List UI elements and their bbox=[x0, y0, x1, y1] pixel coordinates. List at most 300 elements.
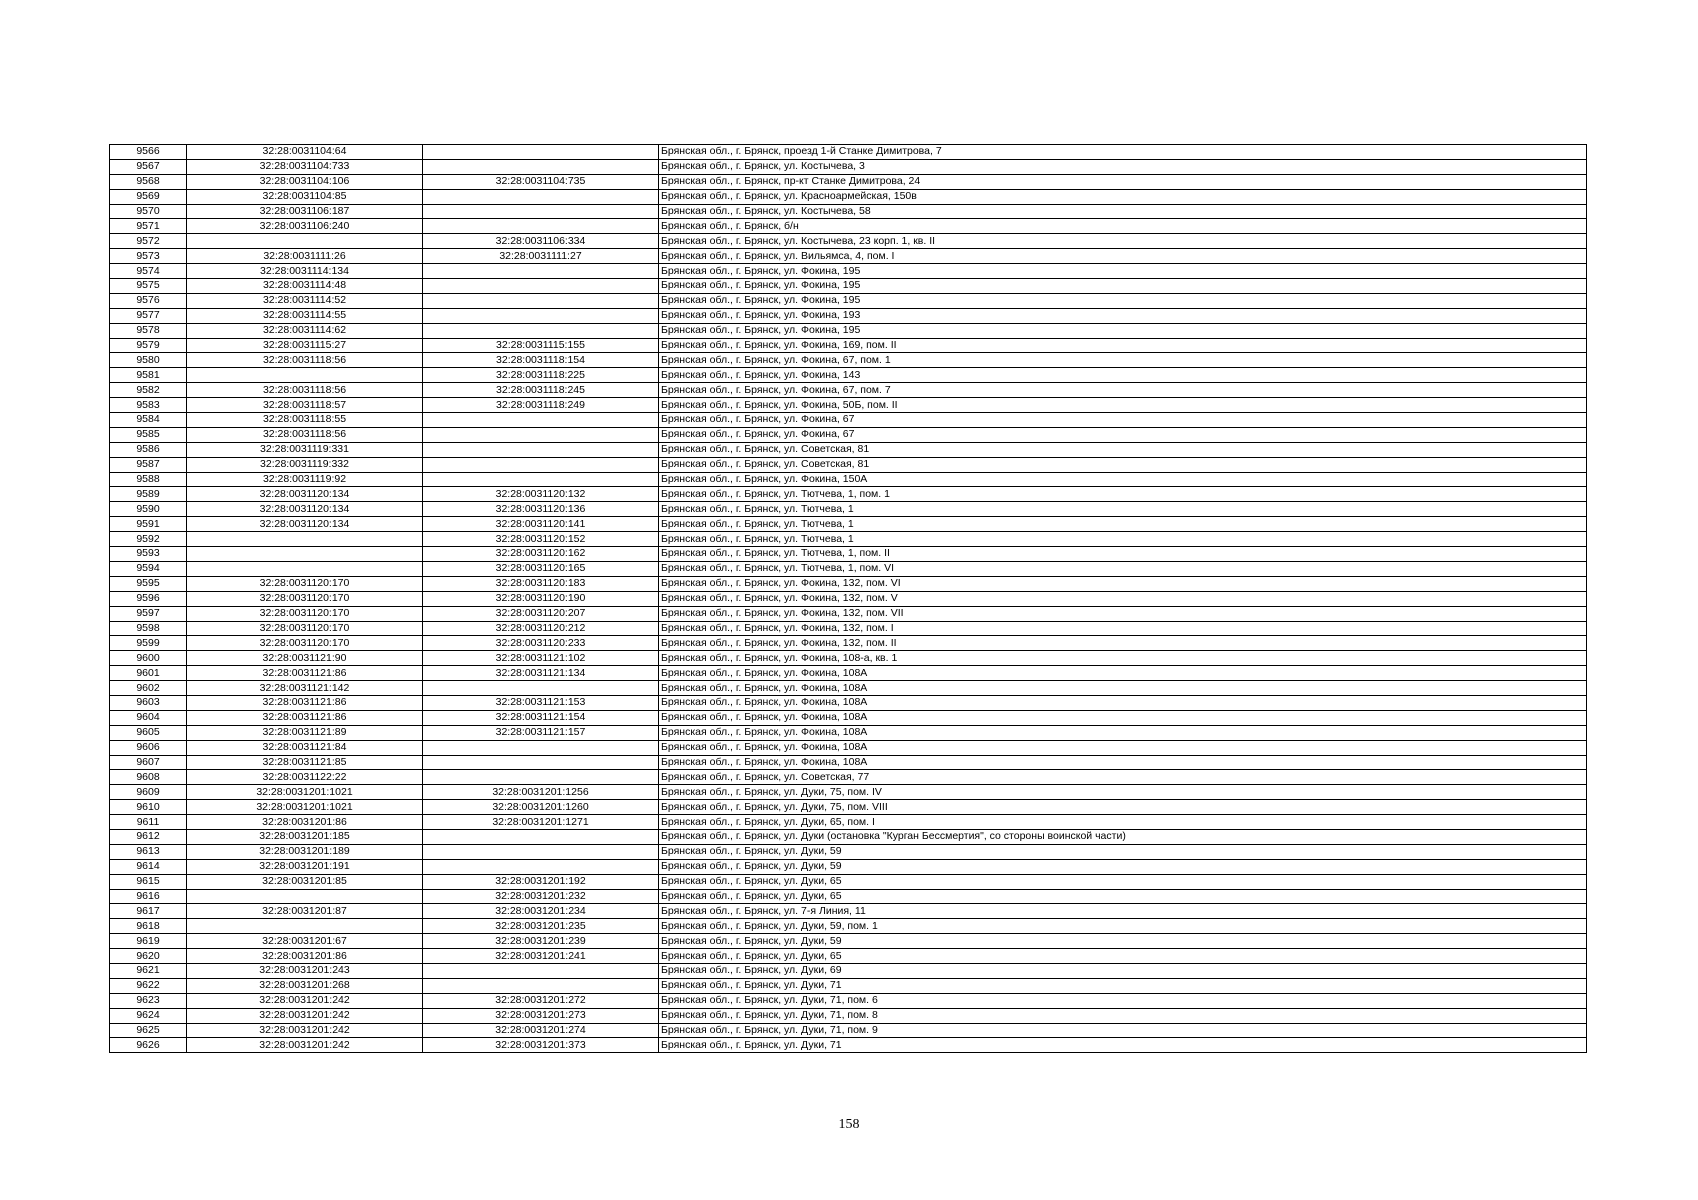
table-row bbox=[110, 978, 1587, 993]
address-cell: Брянская обл., г. Брянск, ул. Фокина, 132, пом. I bbox=[659, 621, 1587, 636]
row-number-cell: 9584 bbox=[110, 413, 187, 428]
address-cell: Брянская обл., г. Брянск, ул. Дуки, 75, пом. IV bbox=[659, 785, 1587, 800]
table-row bbox=[110, 949, 1587, 964]
related-cadastral-number-cell: 32:28:0031104:735 bbox=[423, 174, 659, 189]
cadastral-number-cell: 32:28:0031120:170 bbox=[187, 576, 423, 591]
cadastral-number-cell: 32:28:0031111:26 bbox=[187, 249, 423, 264]
table-row bbox=[110, 785, 1587, 800]
row-number-cell: 9570 bbox=[110, 204, 187, 219]
cadastral-number-cell: 32:28:0031121:86 bbox=[187, 710, 423, 725]
related-cadastral-number-cell: 32:28:0031201:192 bbox=[423, 874, 659, 889]
table-row bbox=[110, 1008, 1587, 1023]
address-cell: Брянская обл., г. Брянск, ул. Фокина, 108-а, кв. 1 bbox=[659, 651, 1587, 666]
page-number: 158 bbox=[838, 1117, 860, 1132]
address-cell: Брянская обл., г. Брянск, ул. Дуки, 71, пом. 6 bbox=[659, 993, 1587, 1008]
cadastral-number-cell: 32:28:0031120:170 bbox=[187, 621, 423, 636]
cadastral-number-cell: 32:28:0031201:1021 bbox=[187, 800, 423, 815]
table-row bbox=[110, 219, 1587, 234]
cadastral-number-cell: 32:28:0031104:85 bbox=[187, 189, 423, 204]
table-row bbox=[110, 859, 1587, 874]
row-number-cell: 9624 bbox=[110, 1008, 187, 1023]
related-cadastral-number-cell bbox=[423, 293, 659, 308]
related-cadastral-number-cell: 32:28:0031201:1271 bbox=[423, 815, 659, 830]
address-cell: Брянская обл., г. Брянск, ул. Советская, 77 bbox=[659, 770, 1587, 785]
related-cadastral-number-cell: 32:28:0031201:232 bbox=[423, 889, 659, 904]
address-cell: Брянская обл., г. Брянск, пр-кт Станке Димитрова, 24 bbox=[659, 174, 1587, 189]
address-cell: Брянская обл., г. Брянск, ул. Советская, 81 bbox=[659, 457, 1587, 472]
address-cell: Брянская обл., г. Брянск, ул. Фокина, 108А bbox=[659, 755, 1587, 770]
cadastral-number-cell: 32:28:0031201:86 bbox=[187, 815, 423, 830]
related-cadastral-number-cell bbox=[423, 264, 659, 279]
cadastral-number-cell: 32:28:0031120:134 bbox=[187, 487, 423, 502]
related-cadastral-number-cell bbox=[423, 740, 659, 755]
cadastral-number-cell: 32:28:0031201:191 bbox=[187, 859, 423, 874]
address-cell: Брянская обл., г. Брянск, ул. Фокина, 108А bbox=[659, 681, 1587, 696]
related-cadastral-number-cell: 32:28:0031118:249 bbox=[423, 398, 659, 413]
related-cadastral-number-cell bbox=[423, 681, 659, 696]
related-cadastral-number-cell bbox=[423, 859, 659, 874]
table-row bbox=[110, 293, 1587, 308]
related-cadastral-number-cell bbox=[423, 963, 659, 978]
table-row bbox=[110, 681, 1587, 696]
cadastral-number-cell: 32:28:0031201:67 bbox=[187, 934, 423, 949]
table-row bbox=[110, 532, 1587, 547]
address-cell: Брянская обл., г. Брянск, ул. Дуки, 71, пом. 9 bbox=[659, 1023, 1587, 1038]
cadastral-number-cell: 32:28:0031114:134 bbox=[187, 264, 423, 279]
address-cell: Брянская обл., г. Брянск, ул. Фокина, 195 bbox=[659, 293, 1587, 308]
table-row bbox=[110, 800, 1587, 815]
row-number-cell: 9605 bbox=[110, 725, 187, 740]
related-cadastral-number-cell: 32:28:0031111:27 bbox=[423, 249, 659, 264]
address-cell: Брянская обл., г. Брянск, ул. Дуки, 71, пом. 8 bbox=[659, 1008, 1587, 1023]
address-cell: Брянская обл., г. Брянск, ул. Дуки, 75, пом. VIII bbox=[659, 800, 1587, 815]
table-row bbox=[110, 487, 1587, 502]
related-cadastral-number-cell bbox=[423, 978, 659, 993]
related-cadastral-number-cell bbox=[423, 472, 659, 487]
row-number-cell: 9571 bbox=[110, 219, 187, 234]
table-row bbox=[110, 457, 1587, 472]
row-number-cell: 9606 bbox=[110, 740, 187, 755]
address-cell: Брянская обл., г. Брянск, ул. Дуки, 65 bbox=[659, 874, 1587, 889]
row-number-cell: 9572 bbox=[110, 234, 187, 249]
table-row bbox=[110, 815, 1587, 830]
cadastral-number-cell: 32:28:0031120:134 bbox=[187, 517, 423, 532]
row-number-cell: 9580 bbox=[110, 353, 187, 368]
table-row bbox=[110, 621, 1587, 636]
cadastral-number-cell: 32:28:0031201:86 bbox=[187, 949, 423, 964]
cadastral-number-cell: 32:28:0031122:22 bbox=[187, 770, 423, 785]
address-cell: Брянская обл., г. Брянск, ул. Дуки, 59, пом. 1 bbox=[659, 919, 1587, 934]
row-number-cell: 9603 bbox=[110, 695, 187, 710]
address-cell: Брянская обл., г. Брянск, ул. Дуки, 65 bbox=[659, 889, 1587, 904]
address-cell: Брянская обл., г. Брянск, ул. Фокина, 108А bbox=[659, 710, 1587, 725]
table-row bbox=[110, 517, 1587, 532]
address-cell: Брянская обл., г. Брянск, ул. Тютчева, 1 bbox=[659, 517, 1587, 532]
row-number-cell: 9626 bbox=[110, 1038, 187, 1053]
table-row bbox=[110, 725, 1587, 740]
address-cell: Брянская обл., г. Брянск, ул. Дуки, 59 bbox=[659, 844, 1587, 859]
related-cadastral-number-cell: 32:28:0031201:273 bbox=[423, 1008, 659, 1023]
table-row bbox=[110, 472, 1587, 487]
address-cell: Брянская обл., г. Брянск, ул. Костычева, 58 bbox=[659, 204, 1587, 219]
cadastral-number-cell: 32:28:0031104:733 bbox=[187, 159, 423, 174]
row-number-cell: 9611 bbox=[110, 815, 187, 830]
related-cadastral-number-cell: 32:28:0031118:245 bbox=[423, 383, 659, 398]
related-cadastral-number-cell: 32:28:0031121:102 bbox=[423, 651, 659, 666]
row-number-cell: 9607 bbox=[110, 755, 187, 770]
row-number-cell: 9567 bbox=[110, 159, 187, 174]
table-row bbox=[110, 174, 1587, 189]
row-number-cell: 9623 bbox=[110, 993, 187, 1008]
table-row bbox=[110, 993, 1587, 1008]
address-cell: Брянская обл., г. Брянск, ул. Фокина, 108А bbox=[659, 666, 1587, 681]
row-number-cell: 9581 bbox=[110, 368, 187, 383]
table-row bbox=[110, 427, 1587, 442]
cadastral-number-cell: 32:28:0031120:170 bbox=[187, 636, 423, 651]
table-row bbox=[110, 413, 1587, 428]
cadastral-number-cell: 32:28:0031118:55 bbox=[187, 413, 423, 428]
table-row bbox=[110, 695, 1587, 710]
address-cell: Брянская обл., г. Брянск, ул. Фокина, 67, пом. 1 bbox=[659, 353, 1587, 368]
table-row bbox=[110, 651, 1587, 666]
row-number-cell: 9609 bbox=[110, 785, 187, 800]
cadastral-number-cell: 32:28:0031106:240 bbox=[187, 219, 423, 234]
table-row bbox=[110, 1038, 1587, 1053]
related-cadastral-number-cell bbox=[423, 427, 659, 442]
cadastral-number-cell bbox=[187, 532, 423, 547]
cadastral-number-cell: 32:28:0031104:106 bbox=[187, 174, 423, 189]
related-cadastral-number-cell: 32:28:0031120:162 bbox=[423, 547, 659, 562]
cadastral-number-cell: 32:28:0031121:85 bbox=[187, 755, 423, 770]
address-cell: Брянская обл., г. Брянск, ул. Фокина, 143 bbox=[659, 368, 1587, 383]
address-cell: Брянская обл., г. Брянск, ул. Тютчева, 1, пом. II bbox=[659, 547, 1587, 562]
row-number-cell: 9600 bbox=[110, 651, 187, 666]
address-cell: Брянская обл., г. Брянск, ул. Фокина, 67, пом. 7 bbox=[659, 383, 1587, 398]
table-row bbox=[110, 561, 1587, 576]
row-number-cell: 9592 bbox=[110, 532, 187, 547]
row-number-cell: 9583 bbox=[110, 398, 187, 413]
row-number-cell: 9590 bbox=[110, 502, 187, 517]
related-cadastral-number-cell: 32:28:0031201:239 bbox=[423, 934, 659, 949]
table-row bbox=[110, 368, 1587, 383]
table-row bbox=[110, 547, 1587, 562]
address-cell: Брянская обл., г. Брянск, ул. Фокина, 193 bbox=[659, 308, 1587, 323]
address-cell: Брянская обл., г. Брянск, ул. Фокина, 132, пом. VI bbox=[659, 576, 1587, 591]
address-cell: Брянская обл., г. Брянск, ул. Дуки (остановка "Курган Бессмертия", со стороны воинской части) bbox=[659, 829, 1587, 844]
cadastral-number-cell: 32:28:0031119:331 bbox=[187, 442, 423, 457]
related-cadastral-number-cell bbox=[423, 770, 659, 785]
table-row bbox=[110, 234, 1587, 249]
table-row bbox=[110, 829, 1587, 844]
row-number-cell: 9620 bbox=[110, 949, 187, 964]
row-number-cell: 9588 bbox=[110, 472, 187, 487]
related-cadastral-number-cell: 32:28:0031201:1256 bbox=[423, 785, 659, 800]
table-row bbox=[110, 666, 1587, 681]
registry-table bbox=[109, 144, 1587, 1053]
cadastral-number-cell: 32:28:0031121:86 bbox=[187, 695, 423, 710]
related-cadastral-number-cell: 32:28:0031106:334 bbox=[423, 234, 659, 249]
cadastral-number-cell: 32:28:0031121:142 bbox=[187, 681, 423, 696]
table-row bbox=[110, 264, 1587, 279]
table-row bbox=[110, 279, 1587, 294]
cadastral-number-cell bbox=[187, 889, 423, 904]
address-cell: Брянская обл., г. Брянск, ул. Фокина, 108А bbox=[659, 695, 1587, 710]
address-cell: Брянская обл., г. Брянск, ул. Фокина, 132, пом. VII bbox=[659, 606, 1587, 621]
table-row bbox=[110, 502, 1587, 517]
table-row bbox=[110, 963, 1587, 978]
table-row bbox=[110, 249, 1587, 264]
row-number-cell: 9579 bbox=[110, 338, 187, 353]
cadastral-number-cell: 32:28:0031121:89 bbox=[187, 725, 423, 740]
row-number-cell: 9622 bbox=[110, 978, 187, 993]
row-number-cell: 9591 bbox=[110, 517, 187, 532]
table-row bbox=[110, 755, 1587, 770]
row-number-cell: 9594 bbox=[110, 561, 187, 576]
related-cadastral-number-cell: 32:28:0031201:272 bbox=[423, 993, 659, 1008]
related-cadastral-number-cell bbox=[423, 442, 659, 457]
related-cadastral-number-cell bbox=[423, 308, 659, 323]
cadastral-number-cell bbox=[187, 547, 423, 562]
table-row bbox=[110, 204, 1587, 219]
row-number-cell: 9608 bbox=[110, 770, 187, 785]
address-cell: Брянская обл., г. Брянск, ул. Дуки, 59 bbox=[659, 934, 1587, 949]
related-cadastral-number-cell bbox=[423, 219, 659, 234]
address-cell: Брянская обл., г. Брянск, ул. Костычева, 23 корп. 1, кв. II bbox=[659, 234, 1587, 249]
address-cell: Брянская обл., г. Брянск, ул. Фокина, 195 bbox=[659, 323, 1587, 338]
cadastral-number-cell: 32:28:0031114:52 bbox=[187, 293, 423, 308]
row-number-cell: 9577 bbox=[110, 308, 187, 323]
row-number-cell: 9575 bbox=[110, 279, 187, 294]
related-cadastral-number-cell: 32:28:0031120:165 bbox=[423, 561, 659, 576]
address-cell: Брянская обл., г. Брянск, ул. Дуки, 59 bbox=[659, 859, 1587, 874]
address-cell: Брянская обл., г. Брянск, ул. Фокина, 195 bbox=[659, 279, 1587, 294]
related-cadastral-number-cell: 32:28:0031120:212 bbox=[423, 621, 659, 636]
table-row bbox=[110, 338, 1587, 353]
address-cell: Брянская обл., г. Брянск, ул. Фокина, 108А bbox=[659, 725, 1587, 740]
table-row bbox=[110, 889, 1587, 904]
address-cell: Брянская обл., г. Брянск, ул. Фокина, 67 bbox=[659, 413, 1587, 428]
related-cadastral-number-cell: 32:28:0031121:153 bbox=[423, 695, 659, 710]
address-cell: Брянская обл., г. Брянск, б/н bbox=[659, 219, 1587, 234]
table-row bbox=[110, 189, 1587, 204]
row-number-cell: 9615 bbox=[110, 874, 187, 889]
table-row bbox=[110, 145, 1587, 160]
row-number-cell: 9604 bbox=[110, 710, 187, 725]
row-number-cell: 9601 bbox=[110, 666, 187, 681]
related-cadastral-number-cell: 32:28:0031118:154 bbox=[423, 353, 659, 368]
cadastral-number-cell: 32:28:0031201:189 bbox=[187, 844, 423, 859]
table-row bbox=[110, 591, 1587, 606]
related-cadastral-number-cell: 32:28:0031201:234 bbox=[423, 904, 659, 919]
address-cell: Брянская обл., г. Брянск, ул. Вильямса, 4, пом. I bbox=[659, 249, 1587, 264]
cadastral-number-cell: 32:28:0031114:48 bbox=[187, 279, 423, 294]
table-row bbox=[110, 398, 1587, 413]
related-cadastral-number-cell: 32:28:0031120:141 bbox=[423, 517, 659, 532]
cadastral-number-cell: 32:28:0031201:87 bbox=[187, 904, 423, 919]
row-number-cell: 9593 bbox=[110, 547, 187, 562]
cadastral-number-cell: 32:28:0031120:170 bbox=[187, 591, 423, 606]
address-cell: Брянская обл., г. Брянск, ул. Красноармейская, 150в bbox=[659, 189, 1587, 204]
cadastral-number-cell: 32:28:0031120:134 bbox=[187, 502, 423, 517]
related-cadastral-number-cell bbox=[423, 279, 659, 294]
address-cell: Брянская обл., г. Брянск, ул. Тютчева, 1 bbox=[659, 502, 1587, 517]
row-number-cell: 9616 bbox=[110, 889, 187, 904]
address-cell: Брянская обл., г. Брянск, ул. Дуки, 71 bbox=[659, 1038, 1587, 1053]
related-cadastral-number-cell bbox=[423, 829, 659, 844]
row-number-cell: 9610 bbox=[110, 800, 187, 815]
row-number-cell: 9599 bbox=[110, 636, 187, 651]
table-row bbox=[110, 904, 1587, 919]
related-cadastral-number-cell: 32:28:0031121:157 bbox=[423, 725, 659, 740]
related-cadastral-number-cell: 32:28:0031201:373 bbox=[423, 1038, 659, 1053]
address-cell: Брянская обл., г. Брянск, ул. Фокина, 150А bbox=[659, 472, 1587, 487]
cadastral-number-cell: 32:28:0031114:62 bbox=[187, 323, 423, 338]
table-row bbox=[110, 919, 1587, 934]
row-number-cell: 9621 bbox=[110, 963, 187, 978]
row-number-cell: 9566 bbox=[110, 145, 187, 160]
row-number-cell: 9586 bbox=[110, 442, 187, 457]
cadastral-number-cell: 32:28:0031118:56 bbox=[187, 383, 423, 398]
cadastral-number-cell: 32:28:0031118:57 bbox=[187, 398, 423, 413]
address-cell: Брянская обл., г. Брянск, ул. Фокина, 67 bbox=[659, 427, 1587, 442]
address-cell: Брянская обл., г. Брянск, ул. Фокина, 132, пом. V bbox=[659, 591, 1587, 606]
cadastral-number-cell: 32:28:0031121:86 bbox=[187, 666, 423, 681]
related-cadastral-number-cell bbox=[423, 844, 659, 859]
related-cadastral-number-cell: 32:28:0031121:134 bbox=[423, 666, 659, 681]
cadastral-number-cell: 32:28:0031201:242 bbox=[187, 1038, 423, 1053]
related-cadastral-number-cell bbox=[423, 145, 659, 160]
address-cell: Брянская обл., г. Брянск, проезд 1-й Станке Димитрова, 7 bbox=[659, 145, 1587, 160]
row-number-cell: 9625 bbox=[110, 1023, 187, 1038]
cadastral-number-cell: 32:28:0031114:55 bbox=[187, 308, 423, 323]
related-cadastral-number-cell bbox=[423, 204, 659, 219]
table-row bbox=[110, 442, 1587, 457]
row-number-cell: 9582 bbox=[110, 383, 187, 398]
related-cadastral-number-cell: 32:28:0031121:154 bbox=[423, 710, 659, 725]
table-row bbox=[110, 353, 1587, 368]
cadastral-number-cell: 32:28:0031121:84 bbox=[187, 740, 423, 755]
related-cadastral-number-cell: 32:28:0031118:225 bbox=[423, 368, 659, 383]
related-cadastral-number-cell: 32:28:0031201:235 bbox=[423, 919, 659, 934]
cadastral-number-cell bbox=[187, 919, 423, 934]
related-cadastral-number-cell: 32:28:0031115:155 bbox=[423, 338, 659, 353]
cadastral-number-cell bbox=[187, 368, 423, 383]
cadastral-number-cell: 32:28:0031118:56 bbox=[187, 427, 423, 442]
related-cadastral-number-cell: 32:28:0031120:233 bbox=[423, 636, 659, 651]
address-cell: Брянская обл., г. Брянск, ул. Тютчева, 1, пом. 1 bbox=[659, 487, 1587, 502]
table-row bbox=[110, 844, 1587, 859]
cadastral-number-cell: 32:28:0031201:242 bbox=[187, 1023, 423, 1038]
table-row bbox=[110, 1023, 1587, 1038]
address-cell: Брянская обл., г. Брянск, ул. Тютчева, 1 bbox=[659, 532, 1587, 547]
related-cadastral-number-cell: 32:28:0031120:132 bbox=[423, 487, 659, 502]
table-row bbox=[110, 636, 1587, 651]
row-number-cell: 9612 bbox=[110, 829, 187, 844]
cadastral-number-cell: 32:28:0031201:1021 bbox=[187, 785, 423, 800]
related-cadastral-number-cell: 32:28:0031120:183 bbox=[423, 576, 659, 591]
address-cell: Брянская обл., г. Брянск, ул. Фокина, 132, пом. II bbox=[659, 636, 1587, 651]
table-row bbox=[110, 159, 1587, 174]
cadastral-number-cell: 32:28:0031201:268 bbox=[187, 978, 423, 993]
row-number-cell: 9597 bbox=[110, 606, 187, 621]
row-number-cell: 9589 bbox=[110, 487, 187, 502]
cadastral-number-cell: 32:28:0031201:242 bbox=[187, 1008, 423, 1023]
row-number-cell: 9568 bbox=[110, 174, 187, 189]
related-cadastral-number-cell bbox=[423, 457, 659, 472]
cadastral-number-cell: 32:28:0031201:185 bbox=[187, 829, 423, 844]
related-cadastral-number-cell bbox=[423, 413, 659, 428]
table-row bbox=[110, 383, 1587, 398]
row-number-cell: 9602 bbox=[110, 681, 187, 696]
cadastral-number-cell: 32:28:0031115:27 bbox=[187, 338, 423, 353]
cadastral-number-cell: 32:28:0031118:56 bbox=[187, 353, 423, 368]
related-cadastral-number-cell: 32:28:0031201:1260 bbox=[423, 800, 659, 815]
address-cell: Брянская обл., г. Брянск, ул. 7-я Линия, 11 bbox=[659, 904, 1587, 919]
address-cell: Брянская обл., г. Брянск, ул. Дуки, 65, пом. I bbox=[659, 815, 1587, 830]
related-cadastral-number-cell: 32:28:0031201:241 bbox=[423, 949, 659, 964]
row-number-cell: 9569 bbox=[110, 189, 187, 204]
row-number-cell: 9587 bbox=[110, 457, 187, 472]
related-cadastral-number-cell: 32:28:0031201:274 bbox=[423, 1023, 659, 1038]
row-number-cell: 9573 bbox=[110, 249, 187, 264]
row-number-cell: 9619 bbox=[110, 934, 187, 949]
cadastral-number-cell: 32:28:0031120:170 bbox=[187, 606, 423, 621]
table-row bbox=[110, 740, 1587, 755]
address-cell: Брянская обл., г. Брянск, ул. Советская, 81 bbox=[659, 442, 1587, 457]
address-cell: Брянская обл., г. Брянск, ул. Костычева, 3 bbox=[659, 159, 1587, 174]
table-row bbox=[110, 606, 1587, 621]
table-row bbox=[110, 874, 1587, 889]
table-row bbox=[110, 576, 1587, 591]
related-cadastral-number-cell bbox=[423, 755, 659, 770]
related-cadastral-number-cell bbox=[423, 159, 659, 174]
address-cell: Брянская обл., г. Брянск, ул. Дуки, 65 bbox=[659, 949, 1587, 964]
registry-table-body bbox=[110, 145, 1587, 1053]
related-cadastral-number-cell: 32:28:0031120:190 bbox=[423, 591, 659, 606]
cadastral-number-cell bbox=[187, 561, 423, 576]
address-cell: Брянская обл., г. Брянск, ул. Фокина, 195 bbox=[659, 264, 1587, 279]
cadastral-number-cell: 32:28:0031201:85 bbox=[187, 874, 423, 889]
address-cell: Брянская обл., г. Брянск, ул. Дуки, 71 bbox=[659, 978, 1587, 993]
row-number-cell: 9617 bbox=[110, 904, 187, 919]
address-cell: Брянская обл., г. Брянск, ул. Фокина, 169, пом. II bbox=[659, 338, 1587, 353]
cadastral-number-cell: 32:28:0031201:243 bbox=[187, 963, 423, 978]
row-number-cell: 9576 bbox=[110, 293, 187, 308]
row-number-cell: 9613 bbox=[110, 844, 187, 859]
cadastral-number-cell: 32:28:0031106:187 bbox=[187, 204, 423, 219]
cadastral-number-cell: 32:28:0031119:92 bbox=[187, 472, 423, 487]
cadastral-number-cell: 32:28:0031201:242 bbox=[187, 993, 423, 1008]
address-cell: Брянская обл., г. Брянск, ул. Фокина, 108А bbox=[659, 740, 1587, 755]
table-row bbox=[110, 308, 1587, 323]
row-number-cell: 9595 bbox=[110, 576, 187, 591]
related-cadastral-number-cell: 32:28:0031120:136 bbox=[423, 502, 659, 517]
row-number-cell: 9596 bbox=[110, 591, 187, 606]
table-row bbox=[110, 323, 1587, 338]
cadastral-number-cell: 32:28:0031119:332 bbox=[187, 457, 423, 472]
table-row bbox=[110, 934, 1587, 949]
related-cadastral-number-cell: 32:28:0031120:152 bbox=[423, 532, 659, 547]
related-cadastral-number-cell bbox=[423, 189, 659, 204]
related-cadastral-number-cell: 32:28:0031120:207 bbox=[423, 606, 659, 621]
address-cell: Брянская обл., г. Брянск, ул. Дуки, 69 bbox=[659, 963, 1587, 978]
row-number-cell: 9585 bbox=[110, 427, 187, 442]
address-cell: Брянская обл., г. Брянск, ул. Тютчева, 1, пом. VI bbox=[659, 561, 1587, 576]
row-number-cell: 9574 bbox=[110, 264, 187, 279]
table-row bbox=[110, 770, 1587, 785]
table-row bbox=[110, 710, 1587, 725]
address-cell: Брянская обл., г. Брянск, ул. Фокина, 50Б, пом. II bbox=[659, 398, 1587, 413]
